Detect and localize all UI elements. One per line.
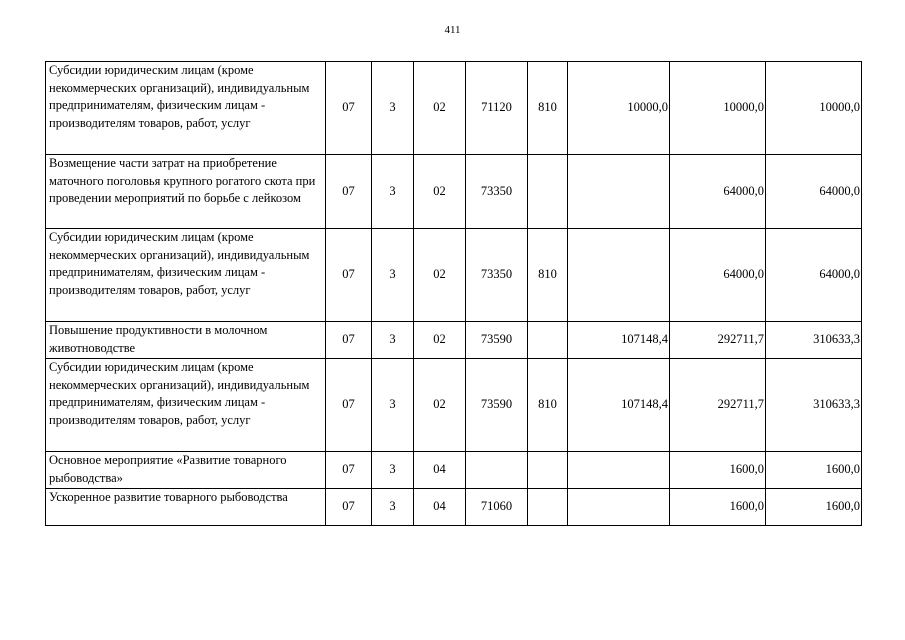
direction-code: 73350	[466, 155, 528, 229]
expense-type-code: 810	[528, 62, 568, 155]
expense-type-code	[528, 322, 568, 359]
subprogram-code: 3	[372, 155, 414, 229]
table-row	[46, 155, 862, 229]
table-row	[46, 359, 862, 452]
table-row	[46, 322, 862, 359]
amount-year-1	[568, 489, 670, 526]
expense-type-code	[528, 452, 568, 489]
expense-type-code	[528, 155, 568, 229]
activity-code: 02	[414, 229, 466, 322]
amount-year-1	[568, 452, 670, 489]
activity-code: 04	[414, 489, 466, 526]
amount-year-3: 64000,0	[766, 229, 862, 322]
amount-year-1: 107148,4	[568, 322, 670, 359]
budget-table	[45, 61, 862, 526]
direction-code	[466, 452, 528, 489]
subprogram-code: 3	[372, 229, 414, 322]
direction-code: 71060	[466, 489, 528, 526]
row-name: Основное мероприятие «Развитие товарного рыбоводства»	[46, 452, 326, 489]
row-name: Субсидии юридическим лицам (кроме некоммерческих организаций), индивидуальным предпринимателям, физическим лицам - производителям товаров, работ, услуг	[46, 62, 326, 155]
expense-type-code: 810	[528, 359, 568, 452]
section-code: 07	[326, 489, 372, 526]
row-name: Повышение продуктивности в молочном животноводстве	[46, 322, 326, 359]
subprogram-code: 3	[372, 62, 414, 155]
amount-year-2: 292711,7	[670, 322, 766, 359]
activity-code: 02	[414, 155, 466, 229]
expense-type-code: 810	[528, 229, 568, 322]
row-name: Субсидии юридическим лицам (кроме некоммерческих организаций), индивидуальным предпринимателям, физическим лицам - производителям товаров, работ, услуг	[46, 229, 326, 322]
table-row	[46, 229, 862, 322]
subprogram-code: 3	[372, 322, 414, 359]
amount-year-1: 10000,0	[568, 62, 670, 155]
section-code: 07	[326, 229, 372, 322]
section-code: 07	[326, 155, 372, 229]
direction-code: 73590	[466, 359, 528, 452]
amount-year-1	[568, 155, 670, 229]
table-row	[46, 62, 862, 155]
section-code: 07	[326, 62, 372, 155]
activity-code: 02	[414, 62, 466, 155]
amount-year-2: 64000,0	[670, 229, 766, 322]
direction-code: 73590	[466, 322, 528, 359]
activity-code: 04	[414, 452, 466, 489]
amount-year-2: 1600,0	[670, 452, 766, 489]
amount-year-3: 1600,0	[766, 489, 862, 526]
direction-code: 73350	[466, 229, 528, 322]
subprogram-code: 3	[372, 452, 414, 489]
activity-code: 02	[414, 359, 466, 452]
amount-year-3: 10000,0	[766, 62, 862, 155]
amount-year-3: 310633,3	[766, 359, 862, 452]
section-code: 07	[326, 452, 372, 489]
activity-code: 02	[414, 322, 466, 359]
table-row	[46, 489, 862, 526]
section-code: 07	[326, 322, 372, 359]
row-name: Субсидии юридическим лицам (кроме некоммерческих организаций), индивидуальным предпринимателям, физическим лицам - производителям товаров, работ, услуг	[46, 359, 326, 452]
subprogram-code: 3	[372, 359, 414, 452]
amount-year-3: 310633,3	[766, 322, 862, 359]
page-number: 411	[444, 24, 461, 36]
amount-year-1	[568, 229, 670, 322]
amount-year-2: 292711,7	[670, 359, 766, 452]
row-name: Возмещение части затрат на приобретение маточного поголовья крупного рогатого скота при проведении мероприятий по борьбе с лейкозом	[46, 155, 326, 229]
subprogram-code: 3	[372, 489, 414, 526]
amount-year-2: 10000,0	[670, 62, 766, 155]
amount-year-2: 1600,0	[670, 489, 766, 526]
direction-code: 71120	[466, 62, 528, 155]
amount-year-2: 64000,0	[670, 155, 766, 229]
row-name: Ускоренное развитие товарного рыбоводства	[46, 489, 326, 526]
table-row	[46, 452, 862, 489]
expense-type-code	[528, 489, 568, 526]
amount-year-1: 107148,4	[568, 359, 670, 452]
section-code: 07	[326, 359, 372, 452]
amount-year-3: 1600,0	[766, 452, 862, 489]
amount-year-3: 64000,0	[766, 155, 862, 229]
